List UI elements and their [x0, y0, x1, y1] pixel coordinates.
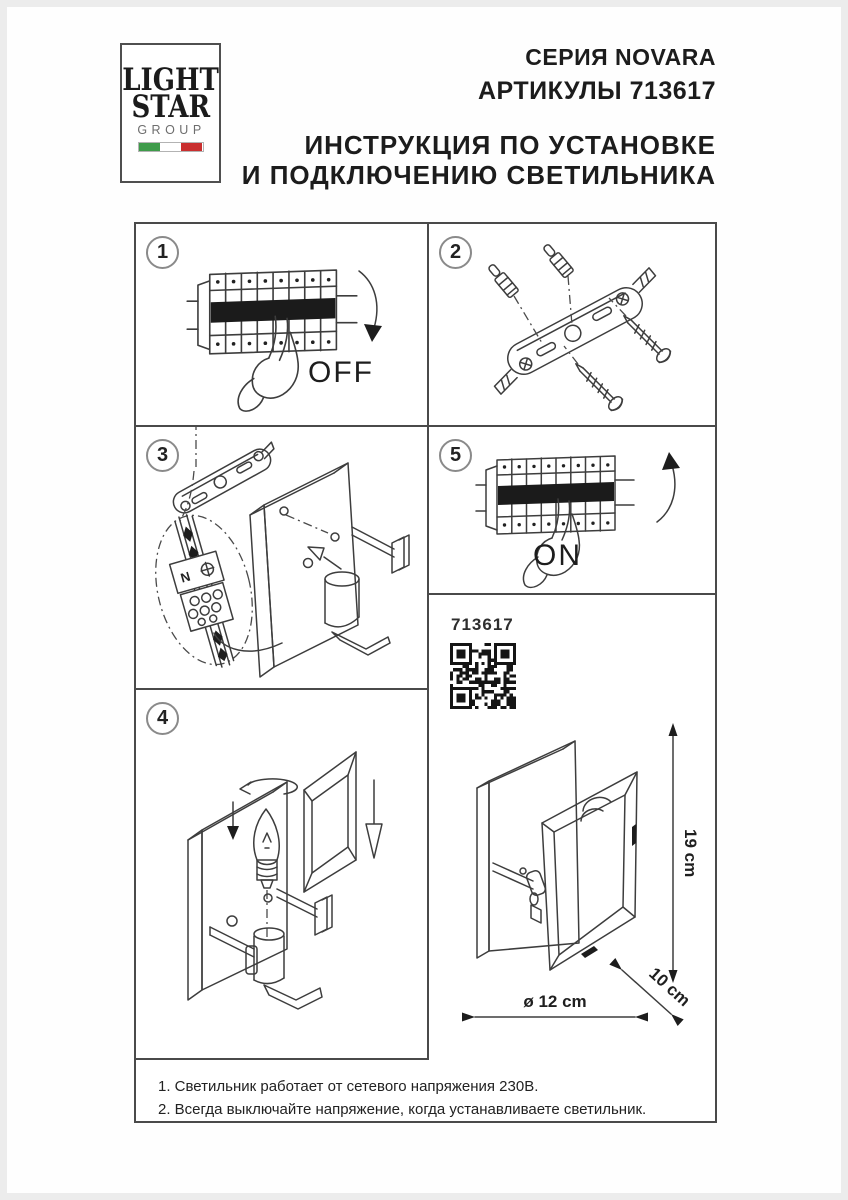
on-label: ON: [533, 539, 582, 572]
instruction-grid: [134, 222, 717, 1123]
depth-dimension-label: 10 cm: [645, 963, 694, 1011]
series-title: СЕРИЯ NOVARA: [525, 44, 716, 70]
arrow-up-icon: [647, 448, 687, 526]
lamp-assembly-illustration: [136, 690, 427, 1058]
instruction-title-line2: И ПОДКЛЮЧЕНИЮ СВЕТИЛЬНИКА: [241, 160, 716, 190]
qr-article-number: 713617: [451, 615, 514, 634]
step-1-panel: [136, 224, 429, 427]
step-1-number: 1: [146, 236, 179, 269]
wall-anchor-icon: [486, 262, 519, 298]
mounting-plate-illustration: [429, 224, 717, 425]
arrow-down-icon: [352, 268, 392, 346]
candle-bulb-icon: [254, 809, 279, 888]
step-4-panel: [136, 690, 429, 1060]
neutral-terminal-label: N: [178, 568, 193, 586]
step-5-number: 5: [439, 439, 472, 472]
wiring-connection-illustration: [136, 427, 427, 688]
screw-icon: [618, 310, 673, 365]
note-2: 2. Всегда выключайте напряжение, когда устанавливаете светильник.: [158, 1101, 647, 1118]
step-4-number: 4: [146, 702, 179, 735]
logo-light: LIGHT: [122, 62, 219, 98]
instruction-title-line1: ИНСТРУКЦИЯ ПО УСТАНОВКЕ: [304, 130, 716, 160]
off-label: OFF: [308, 356, 374, 389]
header: [242, 44, 716, 190]
screw-icon: [570, 358, 625, 413]
step-3-panel: [136, 427, 429, 690]
step-2-number: 2: [439, 236, 472, 269]
logo-star: STAR: [131, 89, 210, 125]
step-3-number: 3: [146, 439, 179, 472]
dimension-drawing: [435, 711, 715, 1111]
qr-code: [450, 643, 516, 709]
safety-notes: [136, 1060, 715, 1121]
italian-flag-icon: [138, 142, 204, 152]
circuit-breaker-off-illustration: [186, 254, 358, 415]
diameter-dimension-label: ø 12 cm: [523, 992, 587, 1011]
height-dimension-label: 19 cm: [681, 829, 700, 878]
article-number-title: АРТИКУЛЫ 713617: [477, 77, 716, 105]
step-5-panel: [429, 427, 715, 595]
note-1: 1. Светильник работает от сетевого напряжения 230В.: [158, 1078, 539, 1095]
step-2-panel: [429, 224, 715, 427]
lightstar-logo: [120, 43, 221, 183]
qr-and-dimensions-panel: [429, 595, 715, 1121]
wall-anchor-icon: [541, 242, 574, 278]
logo-group: GROUP: [137, 123, 206, 137]
